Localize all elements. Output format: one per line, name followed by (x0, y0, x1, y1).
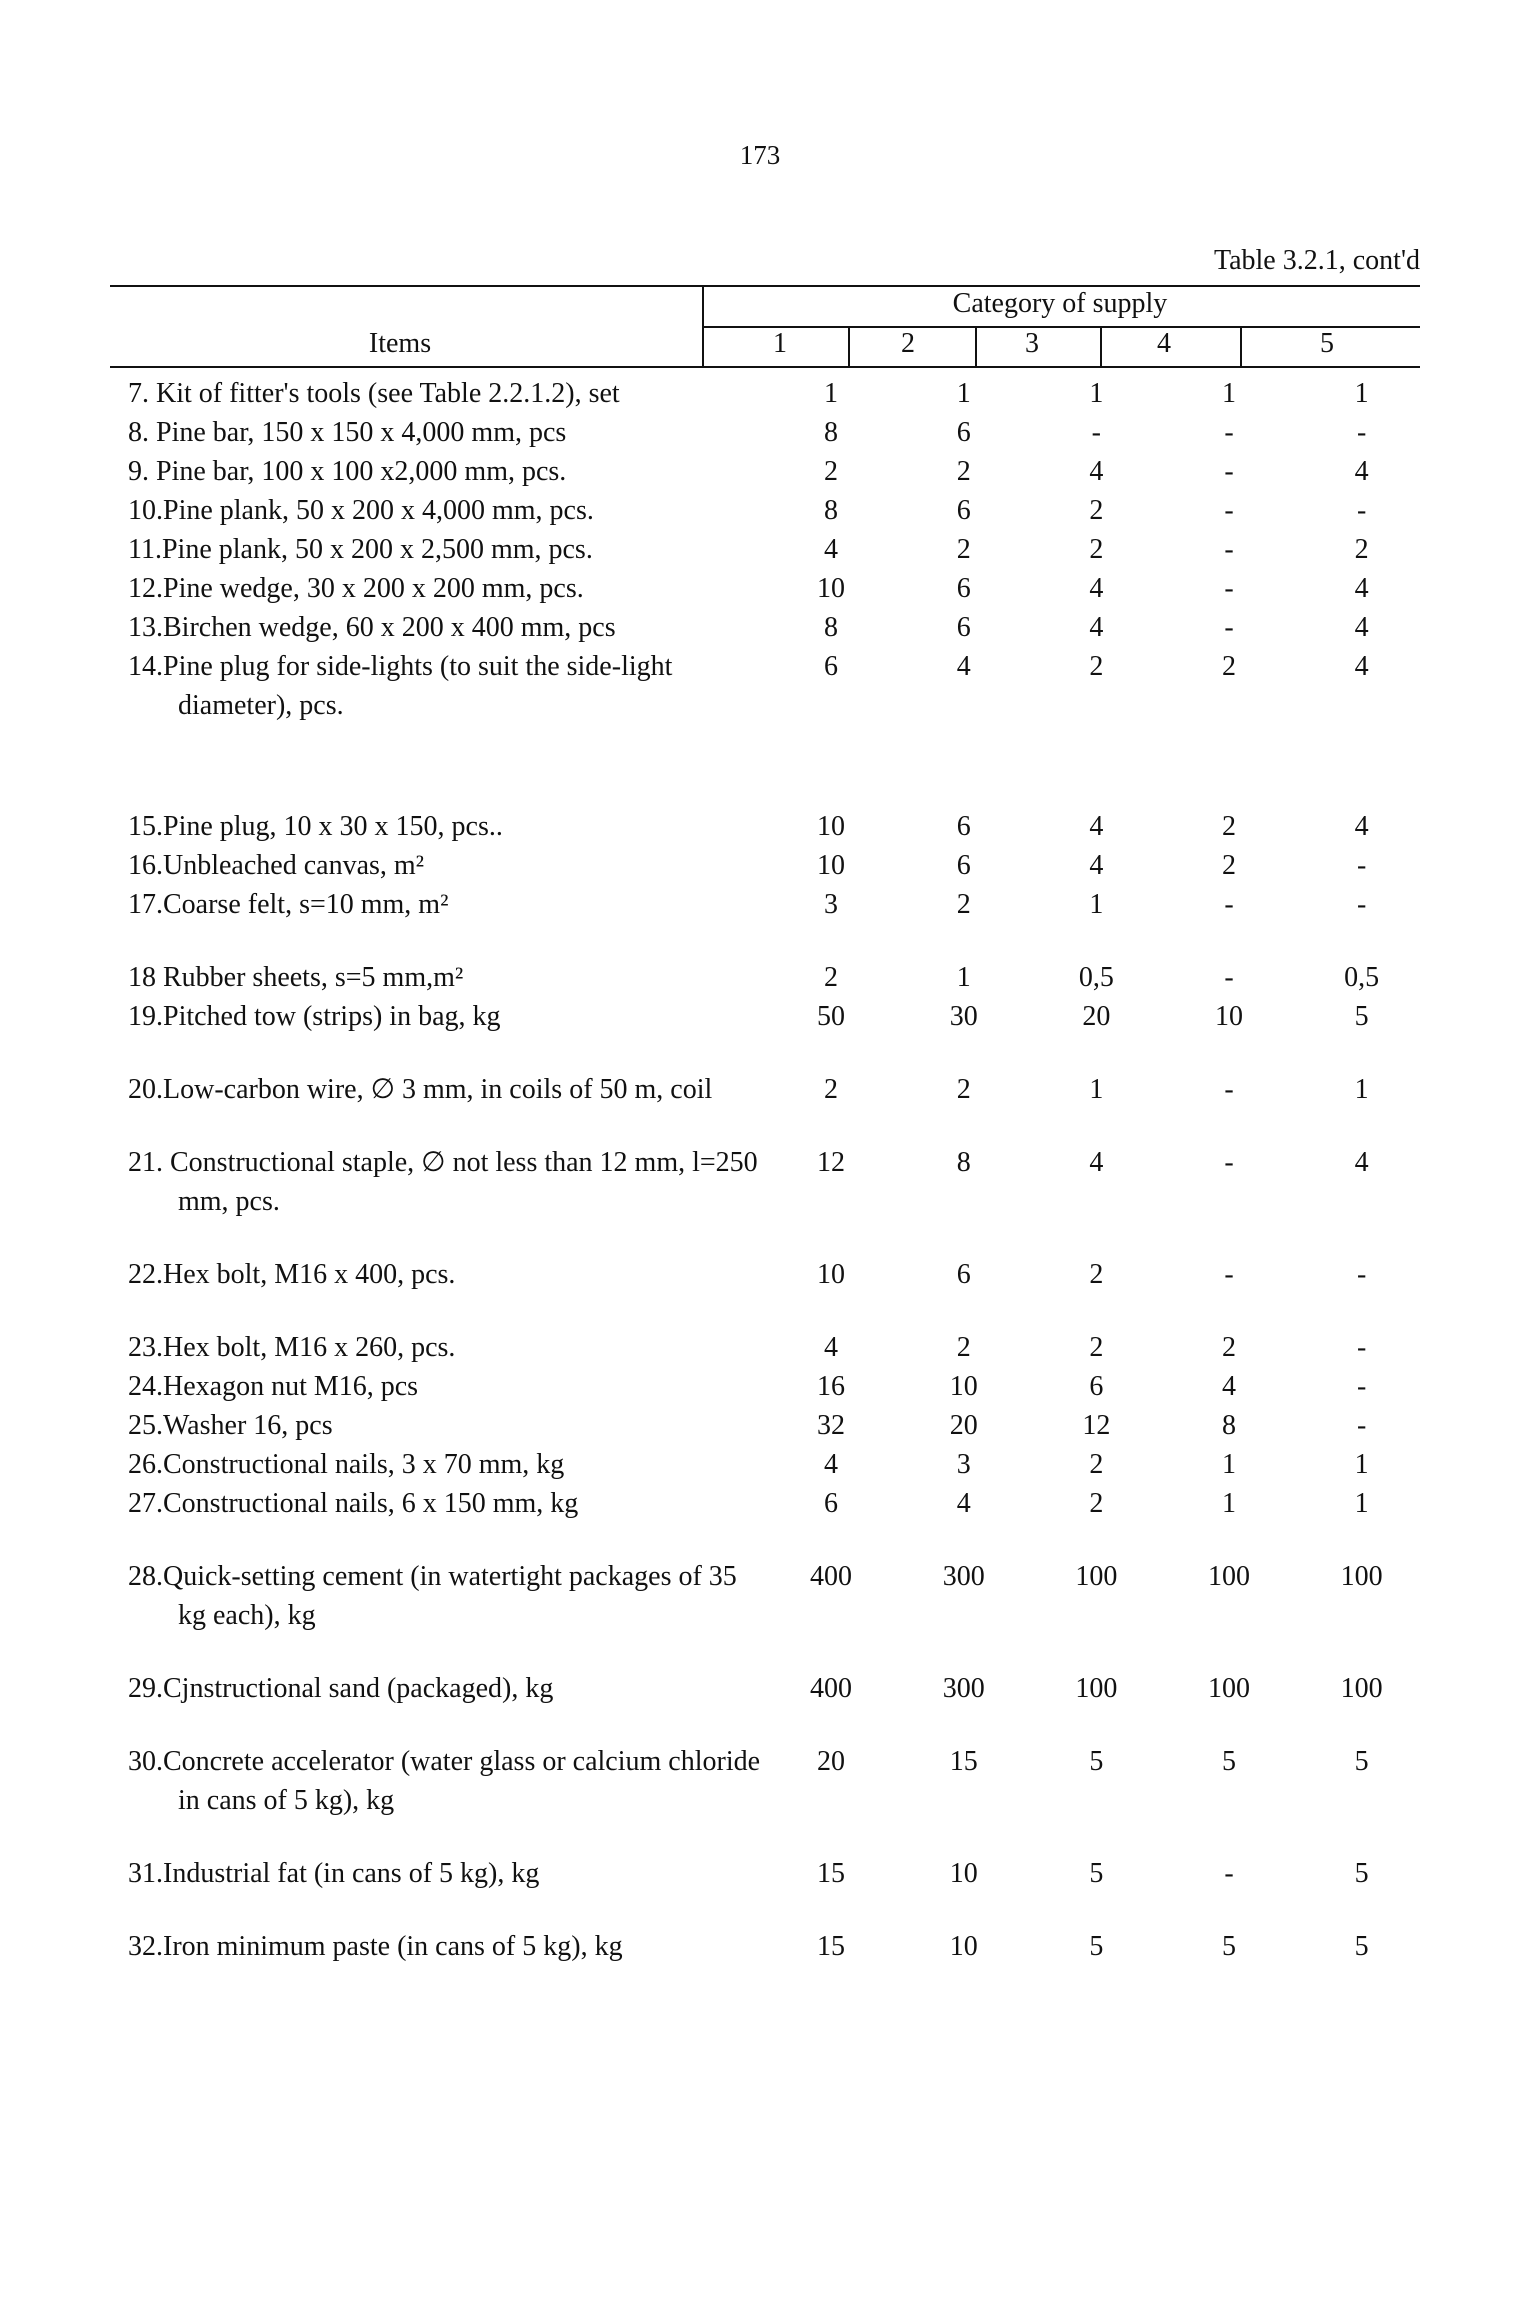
table-row (128, 413, 1428, 452)
item-description: 29.Cjnstructional sand (packaged), kg (128, 1673, 554, 1704)
item-description: 23.Hex bolt, M16 x 260, pcs. (128, 1332, 456, 1363)
column-header-2: 2 (901, 328, 915, 359)
item-cell (128, 608, 765, 647)
category-1-value: 10 (817, 850, 846, 881)
category-3-value: 5 (1089, 1746, 1104, 1777)
category-5-value: 2 (1354, 534, 1369, 565)
category-4-value: 1 (1221, 1488, 1236, 1519)
category-5-value: 4 (1354, 811, 1369, 842)
category-1-value: 400 (810, 1673, 853, 1704)
item-description: 26.Constructional nails, 3 x 70 mm, kg (128, 1449, 565, 1480)
category-5-value: 5 (1354, 1001, 1369, 1032)
category-4-value: - (1224, 612, 1234, 643)
category-5-value: 5 (1354, 1746, 1369, 1777)
table-row (128, 725, 1428, 846)
column-header-4: 4 (1157, 328, 1171, 359)
item-description: 12.Pine wedge, 30 x 200 x 200 mm, pcs. (128, 573, 584, 604)
column-divider (975, 328, 977, 368)
category-2-value: 2 (956, 889, 971, 920)
category-1-value: 4 (824, 534, 839, 565)
category-1-value: 15 (817, 1931, 846, 1962)
item-description: 25.Washer 16, pcs (128, 1410, 333, 1441)
category-3-value: 4 (1089, 456, 1104, 487)
category-2-value: 2 (956, 534, 971, 565)
category-1-value: 3 (824, 889, 839, 920)
item-cell (128, 885, 765, 924)
category-5-value: 5 (1354, 1931, 1369, 1962)
category-4-value: - (1224, 1858, 1234, 1889)
item-description: 15.Pine plug, 10 x 30 x 150, pcs.. (128, 811, 503, 842)
category-1-value: 6 (824, 1488, 839, 1519)
category-1-value: 50 (817, 1001, 846, 1032)
category-1-value: 1 (824, 378, 839, 409)
category-1-value: 10 (817, 573, 846, 604)
table-row (128, 924, 1428, 997)
category-5-value: - (1356, 417, 1367, 448)
item-cell (128, 491, 765, 530)
header-bottom-rule (110, 366, 1420, 368)
category-3-value: 4 (1089, 612, 1104, 643)
category-3-value: 4 (1089, 1147, 1104, 1178)
category-5-value: 100 (1340, 1673, 1383, 1704)
column-divider (848, 328, 850, 368)
category-3-value: 1 (1089, 889, 1104, 920)
category-4-value: 2 (1221, 850, 1236, 881)
category-3-value: 4 (1089, 811, 1104, 842)
category-4-value: 5 (1221, 1931, 1236, 1962)
category-4-value: 4 (1221, 1371, 1236, 1402)
item-cell (128, 1635, 765, 1708)
category-4-value: 1 (1221, 1449, 1236, 1480)
category-4-value: - (1224, 534, 1234, 565)
column-header-5: 5 (1320, 328, 1334, 359)
item-cell (128, 1221, 765, 1294)
category-2-value: 10 (949, 1931, 978, 1962)
category-2-value: 6 (956, 573, 971, 604)
item-description: 18 Rubber sheets, s=5 mm,m² (128, 962, 464, 993)
item-description: 10.Pine plank, 50 x 200 x 4,000 mm, pcs. (128, 495, 594, 526)
category-1-value: 15 (817, 1858, 846, 1889)
item-description: 8. Pine bar, 150 x 150 x 4,000 mm, pcs (128, 417, 567, 448)
category-3-value: 1 (1089, 1074, 1104, 1105)
category-3-value: 12 (1082, 1410, 1111, 1441)
item-cell (128, 924, 765, 997)
category-2-value: 20 (949, 1410, 978, 1441)
item-description: 22.Hex bolt, M16 x 400, pcs. (128, 1259, 456, 1290)
category-2-value: 6 (956, 417, 971, 448)
table-row (128, 647, 1428, 725)
category-2-value: 6 (956, 811, 971, 842)
category-5-value: 4 (1354, 573, 1369, 604)
category-4-value: - (1224, 962, 1234, 993)
table-row (128, 374, 1428, 413)
category-3-value: 100 (1075, 1673, 1118, 1704)
item-description: 7. Kit of fitter's tools (see Table 2.2.1.2), set (128, 378, 620, 409)
category-2-value: 2 (956, 1332, 971, 1363)
category-2-value: 10 (949, 1371, 978, 1402)
category-3-value: 2 (1089, 1259, 1104, 1290)
category-2-value: 10 (949, 1858, 978, 1889)
item-description: 19.Pitched tow (strips) in bag, kg (128, 1001, 501, 1032)
category-5-value: 4 (1354, 651, 1369, 682)
category-5-value: 5 (1354, 1858, 1369, 1889)
item-cell (128, 374, 765, 413)
category-4-value: 2 (1221, 811, 1236, 842)
item-cell (128, 413, 765, 452)
item-cell (128, 1445, 765, 1484)
category-of-supply-header: Category of supply (952, 288, 1168, 319)
category-1-value: 10 (817, 1259, 846, 1290)
category-4-value: - (1224, 456, 1234, 487)
category-1-value: 2 (824, 1074, 839, 1105)
category-4-value: - (1224, 1147, 1234, 1178)
category-2-value: 8 (956, 1147, 971, 1178)
item-cell (128, 1708, 765, 1820)
category-3-value: 2 (1089, 495, 1104, 526)
item-cell (128, 725, 765, 846)
category-5-value: 4 (1354, 612, 1369, 643)
category-1-value: 20 (817, 1746, 846, 1777)
category-5-value: 100 (1340, 1561, 1383, 1592)
item-description: 27.Constructional nails, 6 x 150 mm, kg (128, 1488, 579, 1519)
item-cell (128, 569, 765, 608)
category-5-value: 4 (1354, 456, 1369, 487)
category-2-value: 2 (956, 456, 971, 487)
category-3-value: 6 (1089, 1371, 1104, 1402)
category-4-value: 2 (1221, 1332, 1236, 1363)
table-row (128, 1708, 1428, 1820)
category-2-value: 300 (942, 1561, 985, 1592)
category-5-value: 0,5 (1344, 962, 1380, 993)
category-2-value: 300 (942, 1673, 985, 1704)
table-row (128, 1109, 1428, 1221)
category-4-value: - (1224, 417, 1234, 448)
category-4-value: - (1224, 1259, 1234, 1290)
category-5-value: - (1356, 1332, 1367, 1363)
item-cell (128, 647, 765, 725)
category-4-value: - (1224, 1074, 1234, 1105)
category-3-value: 2 (1089, 1488, 1104, 1519)
table-row (128, 846, 1428, 885)
category-5-value: 1 (1354, 1488, 1369, 1519)
category-3-value: 4 (1089, 850, 1104, 881)
item-description: 30.Concrete accelerator (water glass or calcium chloride in cans of 5 kg), kg (128, 1746, 761, 1816)
category-5-value: 4 (1354, 1147, 1369, 1178)
category-3-value: 5 (1089, 1931, 1104, 1962)
item-cell (128, 1893, 765, 1966)
table-row (128, 1445, 1428, 1484)
category-5-value: 1 (1354, 1449, 1369, 1480)
category-2-value: 6 (956, 1259, 971, 1290)
category-3-value: 0,5 (1078, 962, 1114, 993)
category-1-value: 4 (824, 1449, 839, 1480)
category-2-value: 3 (956, 1449, 971, 1480)
item-cell (128, 1367, 765, 1406)
category-1-value: 6 (824, 651, 839, 682)
table-row (128, 569, 1428, 608)
table-row (128, 608, 1428, 647)
item-description: 24.Hexagon nut M16, pcs (128, 1371, 419, 1402)
column-header-1: 1 (773, 328, 787, 359)
category-3-value: 5 (1089, 1858, 1104, 1889)
table-row (128, 1820, 1428, 1893)
category-3-value: 2 (1089, 534, 1104, 565)
table-caption: Table 3.2.1, cont'd (1213, 245, 1420, 276)
category-1-value: 8 (824, 612, 839, 643)
category-5-value: - (1356, 1410, 1367, 1441)
category-2-value: 6 (956, 495, 971, 526)
item-description: 21. Constructional staple, ∅ not less than 12 mm, l=250 mm, pcs. (128, 1147, 758, 1217)
item-cell (128, 846, 765, 885)
category-4-value: 100 (1207, 1673, 1250, 1704)
category-4-value: 10 (1214, 1001, 1243, 1032)
table-row (128, 1221, 1428, 1294)
item-description: 13.Birchen wedge, 60 x 200 x 400 mm, pcs (128, 612, 616, 643)
category-3-value: 1 (1089, 378, 1104, 409)
category-3-value: 100 (1075, 1561, 1118, 1592)
table-row (128, 1367, 1428, 1406)
item-cell (128, 1109, 765, 1221)
item-description: 9. Pine bar, 100 x 100 x2,000 mm, pcs. (128, 456, 567, 487)
category-4-value: - (1224, 495, 1234, 526)
items-header: Items (368, 328, 432, 359)
category-5-value: - (1356, 850, 1367, 881)
category-5-value: - (1356, 889, 1367, 920)
category-3-value: 4 (1089, 573, 1104, 604)
item-cell (128, 997, 765, 1036)
table-row (128, 452, 1428, 491)
category-2-value: 15 (949, 1746, 978, 1777)
category-1-value: 32 (817, 1410, 846, 1441)
category-3-value: - (1091, 417, 1101, 448)
category-3-value: 20 (1082, 1001, 1111, 1032)
category-2-value: 2 (956, 1074, 971, 1105)
category-1-value: 8 (824, 417, 839, 448)
category-2-value: 4 (956, 1488, 971, 1519)
item-description: 16.Unbleached canvas, m² (128, 850, 425, 881)
column-divider (1100, 328, 1102, 368)
item-cell (128, 1484, 765, 1523)
category-4-value: 2 (1221, 651, 1236, 682)
table-row (128, 1294, 1428, 1367)
category-2-value: 30 (949, 1001, 978, 1032)
category-5-value: - (1356, 495, 1367, 526)
table-row (128, 491, 1428, 530)
item-description: 17.Coarse felt, s=10 mm, m² (128, 889, 449, 920)
category-3-value: 2 (1089, 1332, 1104, 1363)
category-1-value: 8 (824, 495, 839, 526)
category-1-value: 10 (817, 811, 846, 842)
table-row (128, 885, 1428, 924)
category-2-value: 1 (956, 962, 971, 993)
table-row (128, 1036, 1428, 1109)
category-2-value: 6 (956, 612, 971, 643)
item-cell (128, 1036, 765, 1109)
table-row (128, 997, 1428, 1036)
item-cell (128, 1406, 765, 1445)
table-row (128, 1893, 1428, 1966)
category-3-value: 2 (1089, 651, 1104, 682)
page-number: 173 (739, 140, 781, 170)
category-1-value: 16 (817, 1371, 846, 1402)
column-divider (1240, 328, 1242, 368)
category-2-value: 1 (956, 378, 971, 409)
category-1-value: 4 (824, 1332, 839, 1363)
category-1-value: 2 (824, 962, 839, 993)
table-row (128, 1635, 1428, 1708)
item-description: 20.Low-carbon wire, ∅ 3 mm, in coils of 50 m, coil (128, 1074, 713, 1105)
item-description: 14.Pine plug for side-lights (to suit the side-light diameter), pcs. (128, 651, 673, 721)
category-1-value: 2 (824, 456, 839, 487)
item-description: 11.Pine plank, 50 x 200 x 2,500 mm, pcs. (128, 534, 593, 565)
category-5-value: 1 (1354, 378, 1369, 409)
category-2-value: 4 (956, 651, 971, 682)
category-4-value: - (1224, 889, 1234, 920)
category-4-value: 1 (1221, 378, 1236, 409)
table-row (128, 1484, 1428, 1523)
category-5-value: - (1356, 1371, 1367, 1402)
item-cell (128, 1294, 765, 1367)
item-description: 28.Quick-setting cement (in watertight packages of 35 kg each), kg (128, 1561, 737, 1631)
category-4-value: - (1224, 573, 1234, 604)
column-header-3: 3 (1025, 328, 1039, 359)
item-description: 31.Industrial fat (in cans of 5 kg), kg (128, 1858, 540, 1889)
supply-table (128, 374, 1428, 1966)
item-cell (128, 1820, 765, 1893)
item-cell (128, 452, 765, 491)
category-4-value: 8 (1221, 1410, 1236, 1441)
item-cell (128, 1523, 765, 1635)
table-row (128, 1523, 1428, 1635)
table-top-rule (110, 285, 1420, 287)
category-2-value: 6 (956, 850, 971, 881)
item-description: 32.Iron minimum paste (in cans of 5 kg), kg (128, 1931, 623, 1962)
category-1-value: 400 (810, 1561, 853, 1592)
category-5-value: 1 (1354, 1074, 1369, 1105)
category-5-value: - (1356, 1259, 1367, 1290)
category-1-value: 12 (817, 1147, 846, 1178)
item-cell (128, 530, 765, 569)
table-row (128, 530, 1428, 569)
category-4-value: 100 (1207, 1561, 1250, 1592)
category-3-value: 2 (1089, 1449, 1104, 1480)
category-4-value: 5 (1221, 1746, 1236, 1777)
table-row (128, 1406, 1428, 1445)
